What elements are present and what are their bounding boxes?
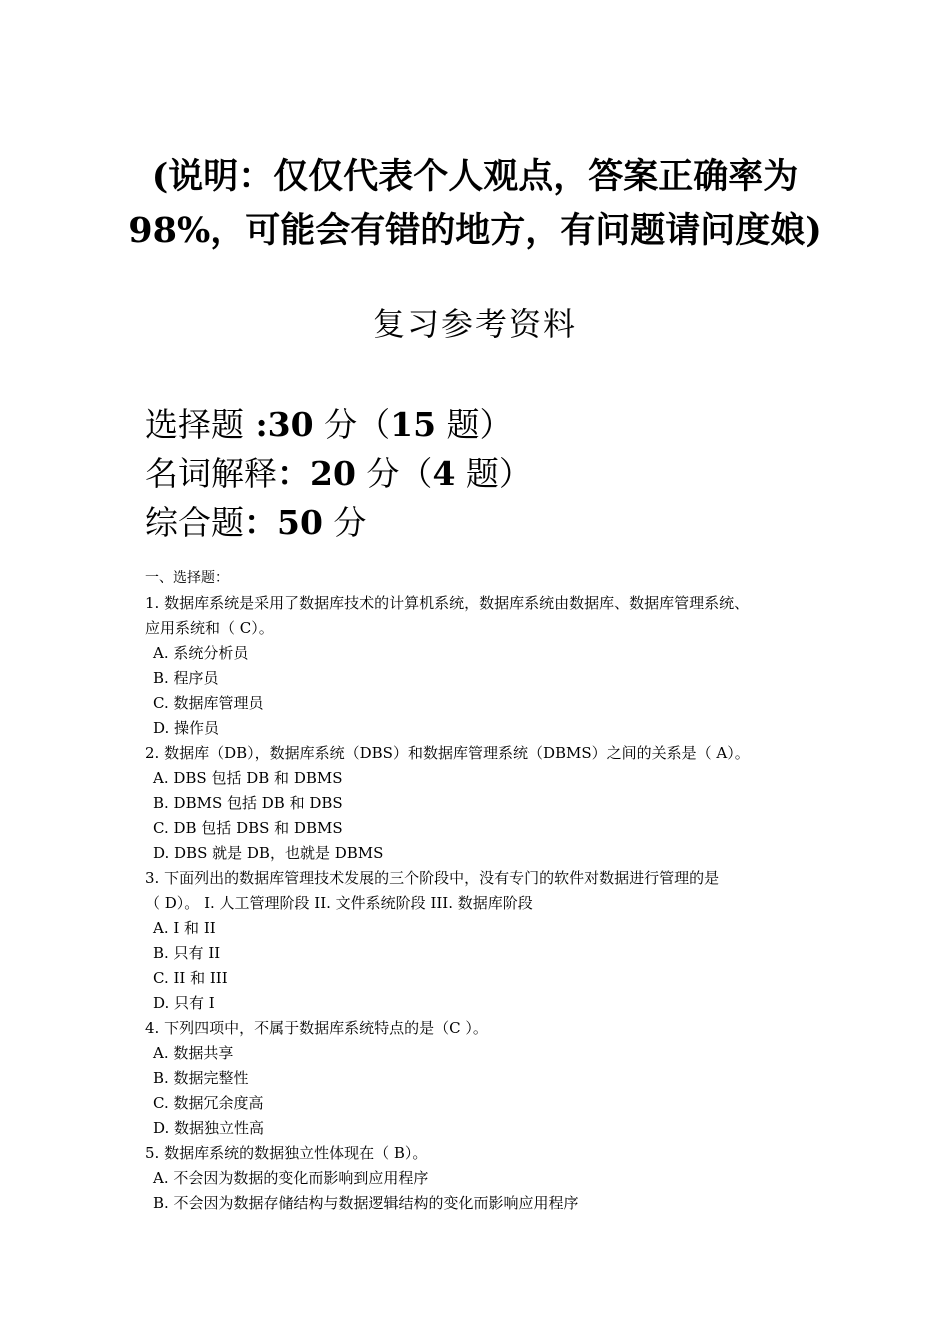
question-stem: 1. 数据库系统是采用了数据库技术的计算机系统，数据库系统由数据库、数据库管理系统、: [145, 594, 750, 612]
answer-option: D. DBS 就是 DB，也就是 DBMS: [153, 844, 384, 862]
answer-option: A. 数据共享: [153, 1044, 234, 1062]
answer-option: B. 数据完整性: [153, 1069, 249, 1087]
header-note: [0, 150, 950, 258]
score-points: 20: [310, 454, 356, 493]
answer-option: D. 只有 I: [153, 994, 215, 1012]
question-stem: （ D）。 I. 人工管理阶段 II. 文件系统阶段 III. 数据库阶段: [145, 894, 533, 912]
question-stem: 4. 下列四项中，不属于数据库系统特点的是（C ）。: [145, 1019, 488, 1037]
question-stem: 2. 数据库（DB），数据库系统（DBS）和数据库管理系统（DBMS）之间的关系是（ A）。: [145, 744, 750, 762]
answer-option: C. 数据库管理员: [153, 694, 264, 712]
question-3: [145, 866, 825, 1016]
score-points: 30: [267, 405, 314, 444]
score-count: 15: [390, 405, 437, 444]
question-list: [145, 566, 825, 1216]
score-label: 选择题: [145, 405, 244, 444]
question-1: [145, 591, 825, 741]
score-sep: ：: [277, 454, 310, 493]
score-unit: 分（: [355, 454, 433, 493]
question-stem: 3. 下面列出的数据库管理技术发展的三个阶段中，没有专门的软件对数据进行管理的是: [145, 869, 720, 887]
score-sep: ：: [244, 503, 277, 542]
section-heading: 一、选择题：: [145, 570, 229, 586]
header-note-line-1: (说明：仅仅代表个人观点，答案正确率为: [151, 156, 799, 197]
question-4: [145, 1016, 825, 1141]
score-label: 综合题: [145, 503, 244, 542]
document-title: 复习参考资料: [372, 305, 577, 343]
score-unit: 分: [322, 503, 367, 542]
score-unit: 分（: [313, 405, 391, 444]
question-5: [145, 1141, 825, 1216]
question-stem: 应用系统和（ C）。: [145, 619, 274, 637]
score-tail: 题）: [455, 454, 532, 493]
answer-option: B. DBMS 包括 DB 和 DBS: [153, 794, 343, 812]
score-tail: 题）: [436, 405, 513, 444]
score-count: 4: [432, 454, 456, 493]
answer-option: A. DBS 包括 DB 和 DBMS: [153, 769, 343, 787]
answer-option: A. 不会因为数据的变化而影响到应用程序: [153, 1169, 429, 1187]
answer-option: A. 系统分析员: [153, 644, 249, 662]
answer-option: D. 数据独立性高: [153, 1119, 265, 1137]
answer-option: B. 只有 II: [153, 944, 221, 962]
question-2: [145, 741, 825, 866]
answer-option: B. 不会因为数据存储结构与数据逻辑结构的变化而影响应用程序: [153, 1194, 579, 1212]
answer-option: A. I 和 II: [153, 919, 216, 937]
question-stem: 5. 数据库系统的数据独立性体现在（ B）。: [145, 1144, 428, 1162]
score-points: 50: [277, 503, 323, 542]
header-note-line-2: 98%，可能会有错的地方，有问题请问度娘): [128, 210, 822, 251]
score-line-terms: [145, 449, 532, 498]
answer-option: C. DB 包括 DBS 和 DBMS: [153, 819, 343, 837]
answer-option: C. II 和 III: [153, 969, 228, 987]
scoring-summary: [145, 400, 532, 547]
score-line-choice: [145, 400, 532, 449]
answer-option: D. 操作员: [153, 719, 220, 737]
answer-option: B. 程序员: [153, 669, 219, 687]
score-line-comprehensive: [145, 498, 532, 547]
score-sep: :: [244, 405, 268, 444]
score-label: 名词解释: [145, 454, 277, 493]
answer-option: C. 数据冗余度高: [153, 1094, 264, 1112]
